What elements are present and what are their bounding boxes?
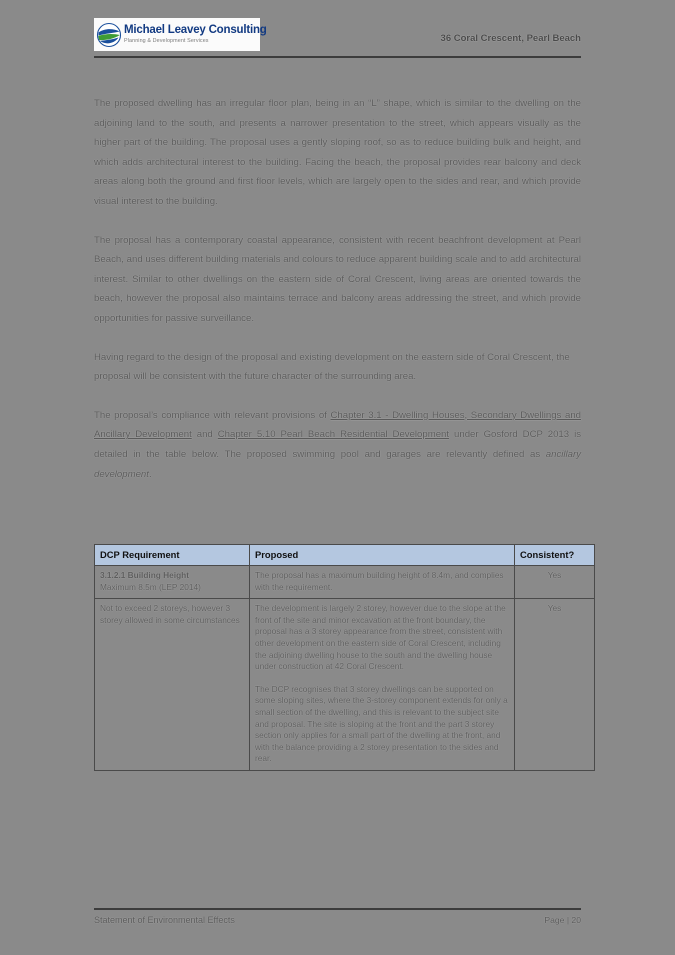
paragraph-4-tail: under Gosford DCP 2013 is detailed in the table below. The proposed swimming pool and garages are relevantly defined as bbox=[94, 429, 581, 460]
dcp-chapter-5-10-link[interactable]: Chapter 5.10 Pearl Beach Residential Development bbox=[217, 429, 450, 441]
requirement-detail: Not to exceed 2 storeys, however 3 storey allowed in some circumstances bbox=[100, 603, 240, 625]
cell-consistent-building-height: Yes bbox=[515, 566, 595, 599]
footer-page-indicator bbox=[544, 915, 581, 925]
table-row bbox=[95, 599, 595, 771]
body-paragraph-1: The proposed dwelling has an irregular floor plan, being in an “L” shape, which is similar to the dwelling on the adjoining land to the south, and presents a narrower presentation to the street, which appears visually as the higher part of the building. The proposal uses a gently sloping roof, so as to reduce building bulk and height, and which adds architectural interest to the building. Facing the beach, the proposal provides rear balcony and deck areas along both the ground and first floor levels, which are largely open to the sides and rear, and which provide visual interest to the building. bbox=[94, 98, 581, 207]
footer-page-number: | 20 bbox=[566, 915, 581, 925]
body-paragraph-2: The proposal has a contemporary coastal appearance, consistent with recent beachfront development at Pearl Beach, and uses different building materials and colours to reduce apparent building scale and to add architectural interest. Similar to other dwellings on the eastern side of Coral Crescent, living areas are oriented towards the beach, however the proposal also maintains terrace and balcony areas addressing the street, and which provide opportunities for passive surveillance. bbox=[94, 234, 581, 324]
footer-divider bbox=[94, 908, 581, 910]
paragraph-4-mid: and bbox=[191, 429, 218, 441]
paragraph-4-end: . bbox=[148, 468, 152, 480]
ancillary-development-term: ancillary development bbox=[94, 448, 581, 480]
logo-subtitle: Planning & Development Services bbox=[124, 37, 209, 44]
footer-content bbox=[94, 915, 581, 925]
body-paragraph-3: Having regard to the design of the proposal and existing development on the eastern side of Coral Crescent, the proposal will be consistent with the future character of the surrounding area. bbox=[94, 351, 570, 383]
globe-swoosh-icon bbox=[96, 22, 122, 48]
column-header-consistent: Consistent? bbox=[515, 545, 595, 566]
logo-wordmark bbox=[124, 25, 267, 44]
column-header-dcp-requirement: DCP Requirement bbox=[95, 545, 250, 566]
paragraph-4-lead: The proposal’s compliance with relevant provisions of bbox=[94, 409, 331, 421]
cell-requirement-storeys bbox=[95, 599, 250, 771]
requirement-detail: Maximum 8.5m (LEP 2014) bbox=[100, 581, 201, 592]
header-document-reference: 36 Coral Crescent, Pearl Beach bbox=[440, 33, 581, 44]
dcp-compliance-table-wrapper bbox=[94, 544, 594, 771]
cell-requirement-building-height bbox=[95, 566, 250, 599]
proposed-text: The development is largely 2 storey, however due to the slope at the front of the site and minor excavation at the front boundary, the proposal has a 3 storey appearance from the street, consistent with other development on the eastern side of Coral Crescent, including the adjoining dwelling house to the south and the dwelling house under construction at 42 Coral Crescent. bbox=[255, 603, 506, 672]
logo-title: Michael Leavey Consulting bbox=[124, 24, 267, 37]
footer-document-title: Statement of Environmental Effects bbox=[94, 915, 235, 925]
page-content bbox=[94, 94, 581, 503]
requirement-title: 3.1.2.1 Building Height bbox=[100, 570, 189, 580]
page-footer bbox=[94, 908, 581, 925]
column-header-proposed: Proposed bbox=[250, 545, 515, 566]
company-logo bbox=[94, 18, 267, 51]
proposed-text-secondary: The DCP recognises that 3 storey dwellings can be supported on some sloping sites, where the 3-storey component extends for only a small section of the dwelling, and this is relevant to the subject site and proposal. The site is sloping at the front and the part 3 storey section only applies for a small part of the dwelling at the front, and with the balance providing a 2 storey presentation to the sides and rear. bbox=[255, 683, 508, 764]
page-header bbox=[94, 18, 581, 58]
cell-proposed-storeys bbox=[250, 599, 515, 771]
header-divider bbox=[94, 56, 581, 58]
cell-proposed-building-height bbox=[250, 566, 515, 599]
body-paragraph-4 bbox=[94, 406, 581, 484]
proposed-text: The proposal has a maximum building height of 8.4m, and complies with the requirement. bbox=[255, 570, 504, 592]
table-header-row bbox=[95, 545, 595, 566]
dcp-compliance-table bbox=[94, 544, 595, 771]
dcp-chapter-3-1-link[interactable]: Chapter 3.1 - Dwelling Houses, Secondary Dwellings and Ancillary Development bbox=[94, 409, 582, 441]
footer-page-label: Page bbox=[544, 915, 565, 925]
table-row bbox=[95, 566, 595, 599]
cell-consistent-storeys: Yes bbox=[515, 599, 595, 771]
